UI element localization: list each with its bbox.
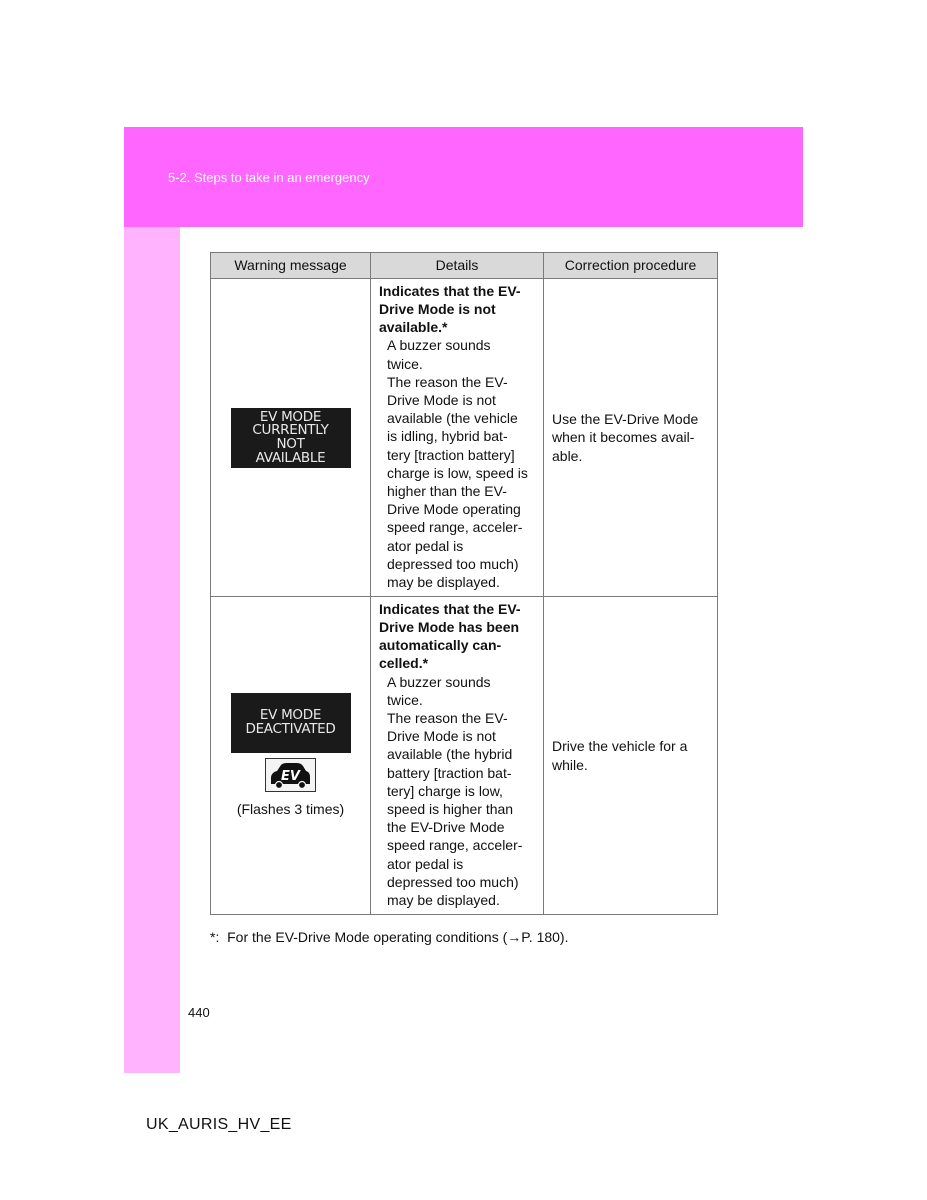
text-line: The reason the EV-: [387, 373, 508, 390]
text-line: able.: [552, 447, 583, 464]
text-line: the EV-Drive Mode: [387, 819, 505, 836]
column-header-correction: Correction procedure: [544, 253, 718, 279]
text-line: Drive Mode has been: [379, 618, 520, 635]
text-line: may be displayed.: [387, 574, 500, 591]
text-line: speed range, acceler-: [387, 519, 523, 536]
text-line: speed range, acceler-: [387, 837, 523, 854]
details-title: [379, 600, 539, 673]
table-row: [211, 597, 718, 915]
column-header-warning: Warning message: [211, 253, 371, 279]
text-line: Indicates that the EV-: [379, 282, 521, 299]
text-line: available (the vehicle: [387, 410, 518, 427]
warning-message-cell: [211, 597, 371, 915]
text-line: tery] charge is low,: [387, 782, 503, 799]
text-line: A buzzer sounds: [387, 337, 491, 354]
flash-note: (Flashes 3 times): [236, 800, 345, 817]
text-line: Drive Mode is not: [379, 300, 496, 317]
table-row: [211, 279, 718, 597]
text-line: when it becomes avail-: [552, 429, 695, 446]
details-cell: [371, 279, 544, 597]
correction-cell: [544, 597, 718, 915]
text-line: speed is higher than: [387, 801, 514, 817]
details-cell: [371, 597, 544, 915]
display-line: AVAILABLE: [255, 449, 326, 466]
ev-mode-not-available-display: [231, 408, 351, 468]
correction-cell: [544, 279, 718, 597]
column-header-details: Details: [371, 253, 544, 279]
display-line: NOT: [276, 435, 305, 452]
text-line: may be displayed.: [387, 892, 500, 909]
text-line: twice.: [387, 355, 423, 372]
ev-car-icon: [265, 758, 316, 792]
text-line: automatically can-: [379, 637, 502, 654]
page-number: 440: [188, 1005, 210, 1020]
section-title: 5-2. Steps to take in an emergency: [168, 170, 370, 185]
text-line: Indicates that the EV-: [379, 600, 521, 617]
text-line: charge is low, speed is: [387, 464, 528, 481]
ev-icon-text: EV: [281, 769, 300, 785]
text-line: ator pedal is: [387, 537, 464, 554]
display-line: CURRENTLY: [252, 422, 329, 439]
header-band: [124, 127, 803, 227]
text-line: Drive Mode operating: [387, 501, 521, 518]
text-line: while.: [552, 756, 588, 773]
text-line: tery [traction battery]: [387, 446, 515, 463]
warning-table: [210, 252, 718, 915]
text-line: Drive Mode is not: [387, 391, 496, 408]
text-line: battery [traction bat-: [387, 764, 512, 781]
footnote: [210, 929, 569, 945]
display-line: EV MODE: [259, 408, 322, 425]
warning-message-cell: [211, 279, 371, 597]
details-body: [379, 673, 539, 910]
table-header-row: [211, 253, 718, 279]
text-line: The reason the EV-: [387, 709, 508, 726]
details-title: [379, 282, 539, 337]
text-line: available.*: [379, 319, 448, 336]
display-line: EV MODE: [259, 707, 322, 724]
document-code: UK_AURIS_HV_EE: [146, 1116, 292, 1133]
text-line: depressed too much): [387, 873, 519, 890]
text-line: Drive Mode is not: [387, 728, 496, 745]
details-body: [379, 336, 539, 591]
text-line: higher than the EV-: [387, 483, 507, 499]
ev-mode-deactivated-display: [231, 693, 351, 753]
text-line: celled.*: [379, 655, 429, 672]
text-line: is idling, hybrid bat-: [387, 428, 508, 445]
text-line: depressed too much): [387, 555, 519, 572]
footnote-marker: *:: [210, 929, 220, 945]
text-line: twice.: [387, 691, 423, 708]
arrow-icon: →: [507, 929, 522, 945]
text-line: ator pedal is: [387, 855, 464, 872]
text-line: Drive the vehicle for a: [552, 738, 688, 755]
text-line: Use the EV-Drive Mode: [552, 411, 699, 428]
side-strip: [124, 227, 180, 1073]
text-line: available (the hybrid: [387, 746, 513, 763]
footnote-text: For the EV-Drive Mode operating conditions (: [227, 929, 508, 945]
text-line: A buzzer sounds: [387, 673, 491, 690]
page-reference-link[interactable]: P. 180).: [521, 929, 569, 945]
display-line: DEACTIVATED: [245, 721, 336, 737]
